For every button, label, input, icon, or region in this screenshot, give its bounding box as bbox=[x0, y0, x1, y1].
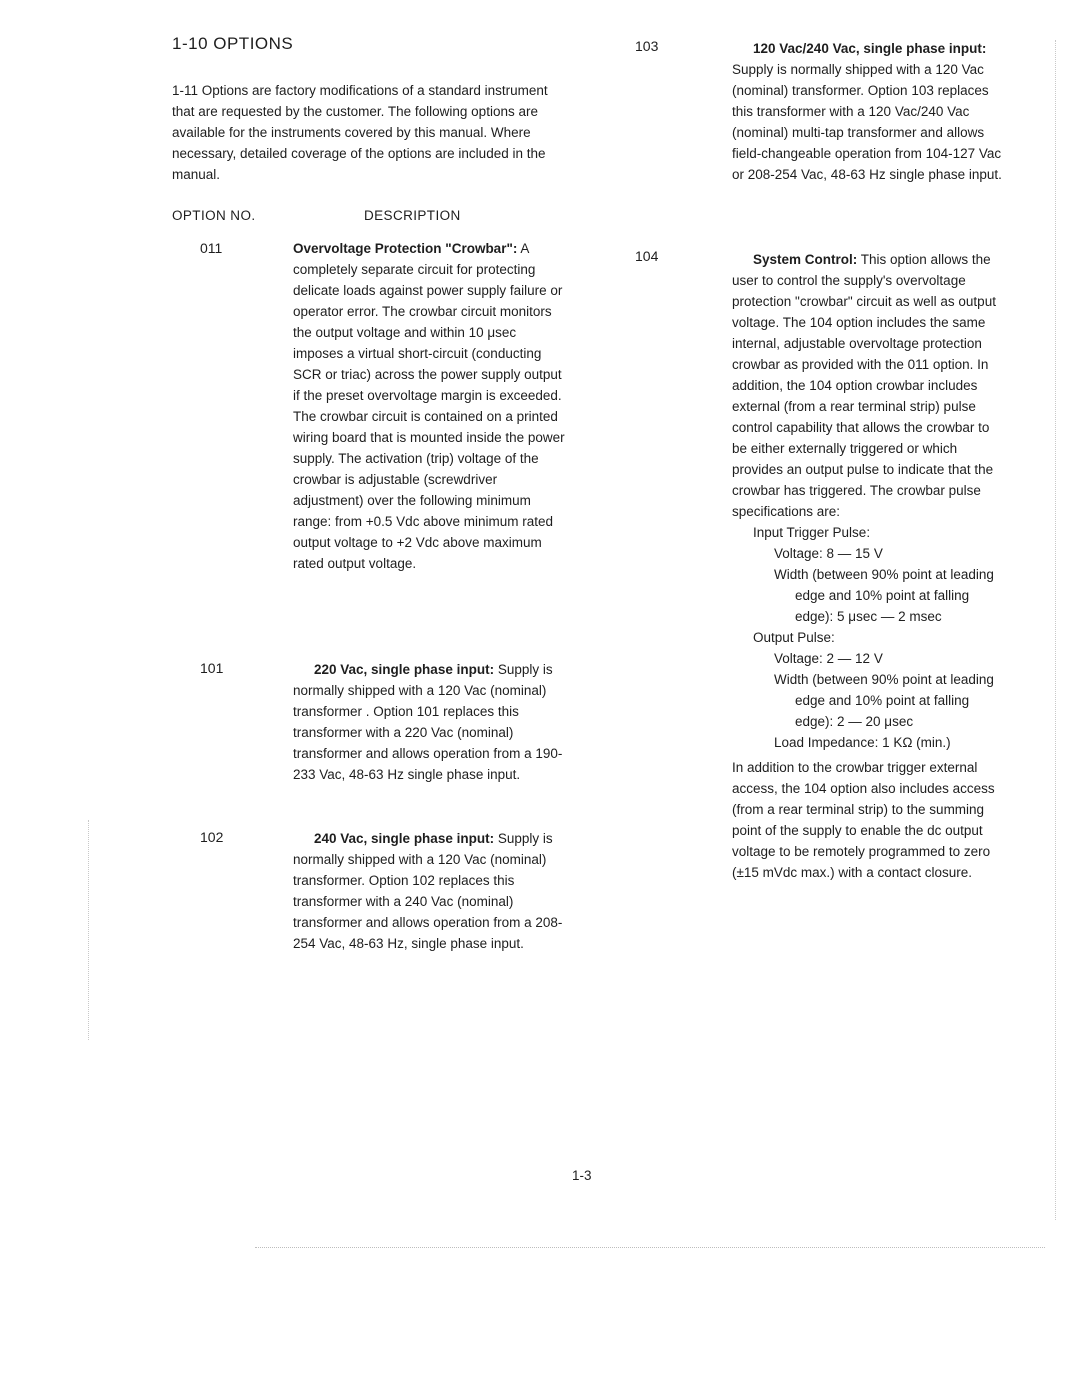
load-impedance: Load Impedance: 1 KΩ (min.) bbox=[774, 735, 951, 750]
output-pulse-width: Width (between 90% point at leading edge and 10% point at falling edge): 2 — 20 μsec bbox=[774, 672, 994, 729]
option-101-description bbox=[293, 659, 570, 785]
page-number: 1-3 bbox=[572, 1168, 592, 1183]
option-number-011: 011 bbox=[200, 240, 223, 256]
option-number-103: 103 bbox=[635, 38, 659, 54]
description-header: DESCRIPTION bbox=[364, 208, 461, 223]
option-103-text: Supply is normally shipped with a 120 Vac (nominal) transformer. Option 103 replaces this transformer with a 120 Vac/240 Vac (nominal) multi-tap transformer and allows field-changeable operation from 104-127 Vac or 208-254 Vac, 48-63 Hz single phase input. bbox=[732, 62, 1002, 182]
output-pulse-voltage: Voltage: 2 — 12 V bbox=[774, 651, 883, 666]
scan-margin-line-right bbox=[1055, 40, 1056, 1220]
option-104-text: This option allows the user to control the supply's overvoltage protection "crowbar" circuit as well as output voltage. The 104 option includes the same internal, adjustable overvoltage protection crowbar as provided with the 011 option. In addition, the 104 option crowbar includes external (from a rear terminal strip) pulse control capability that allows the crowbar to be either externally triggered or which provides an output pulse to indicate that the crowbar has triggered. The crowbar pulse specifications are: bbox=[732, 252, 996, 519]
option-104-closing: In addition to the crowbar trigger external access, the 104 option also includes access (from a rear terminal strip) to the summing point of the supply to enable the dc output voltage to be remotely programmed to zero (±15 mVdc max.) with a contact closure. bbox=[732, 760, 995, 880]
scan-edge-line bbox=[255, 1247, 1045, 1248]
option-011-text: A completely separate circuit for protecting delicate loads against power supply failure or operator error. The crowbar circuit monitors the output voltage and within 10 μsec imposes a virtual short-circuit (conducting SCR or triac) across the power supply output if the preset overvoltage margin is exceeded. The crowbar circuit is contained on a printed wiring board that is mounted inside the power supply. The activation (trip) voltage of the crowbar is adjustable (screwdriver adjustment) over the following minimum range: from +0.5 Vdc above minimum rated output voltage to +2 Vdc above maximum rated output voltage. bbox=[293, 241, 565, 571]
output-pulse-title: Output Pulse: bbox=[753, 630, 835, 645]
option-011-description bbox=[293, 238, 570, 574]
option-no-header: OPTION NO. bbox=[172, 208, 256, 223]
input-pulse-title: Input Trigger Pulse: bbox=[753, 525, 871, 540]
option-011-title: Overvoltage Protection "Crowbar": bbox=[293, 241, 518, 256]
intro-paragraph: 1-11 Options are factory modifications of a standard instrument that are requested by the customer. The following options are available for the instruments covered by this manual. Where necessary, detailed coverage of the options are included in the manual. bbox=[172, 83, 548, 182]
option-number-101: 101 bbox=[200, 660, 224, 676]
option-101-text: Supply is normally shipped with a 120 Vac (nominal) transformer . Option 101 replaces this transformer with a 220 Vac (nominal) transformer and allows operation from a 190-233 Vac, 48-63 Hz single phase input. bbox=[293, 662, 563, 782]
option-103-description bbox=[732, 38, 1004, 185]
option-104-description bbox=[732, 249, 1004, 883]
option-103-title: 120 Vac/240 Vac, single phase input: bbox=[753, 41, 987, 56]
input-pulse-width: Width (between 90% point at leading edge and 10% point at falling edge): 5 μsec — 2 msec bbox=[774, 567, 994, 624]
option-102-description bbox=[293, 828, 570, 954]
section-heading: 1-10 OPTIONS bbox=[172, 34, 294, 53]
scan-margin-line-left bbox=[88, 820, 89, 1040]
option-102-title: 240 Vac, single phase input: bbox=[314, 831, 495, 846]
option-number-102: 102 bbox=[200, 829, 224, 845]
option-101-title: 220 Vac, single phase input: bbox=[314, 662, 495, 677]
input-pulse-voltage: Voltage: 8 — 15 V bbox=[774, 546, 883, 561]
option-102-text: Supply is normally shipped with a 120 Vac (nominal) transformer. Option 102 replaces this transformer with a 240 Vac (nominal) transformer and allows operation from a 208-254 Vac, 48-63 Hz, single phase input. bbox=[293, 831, 563, 951]
option-104-title: System Control: bbox=[753, 252, 858, 267]
option-number-104: 104 bbox=[635, 248, 659, 264]
